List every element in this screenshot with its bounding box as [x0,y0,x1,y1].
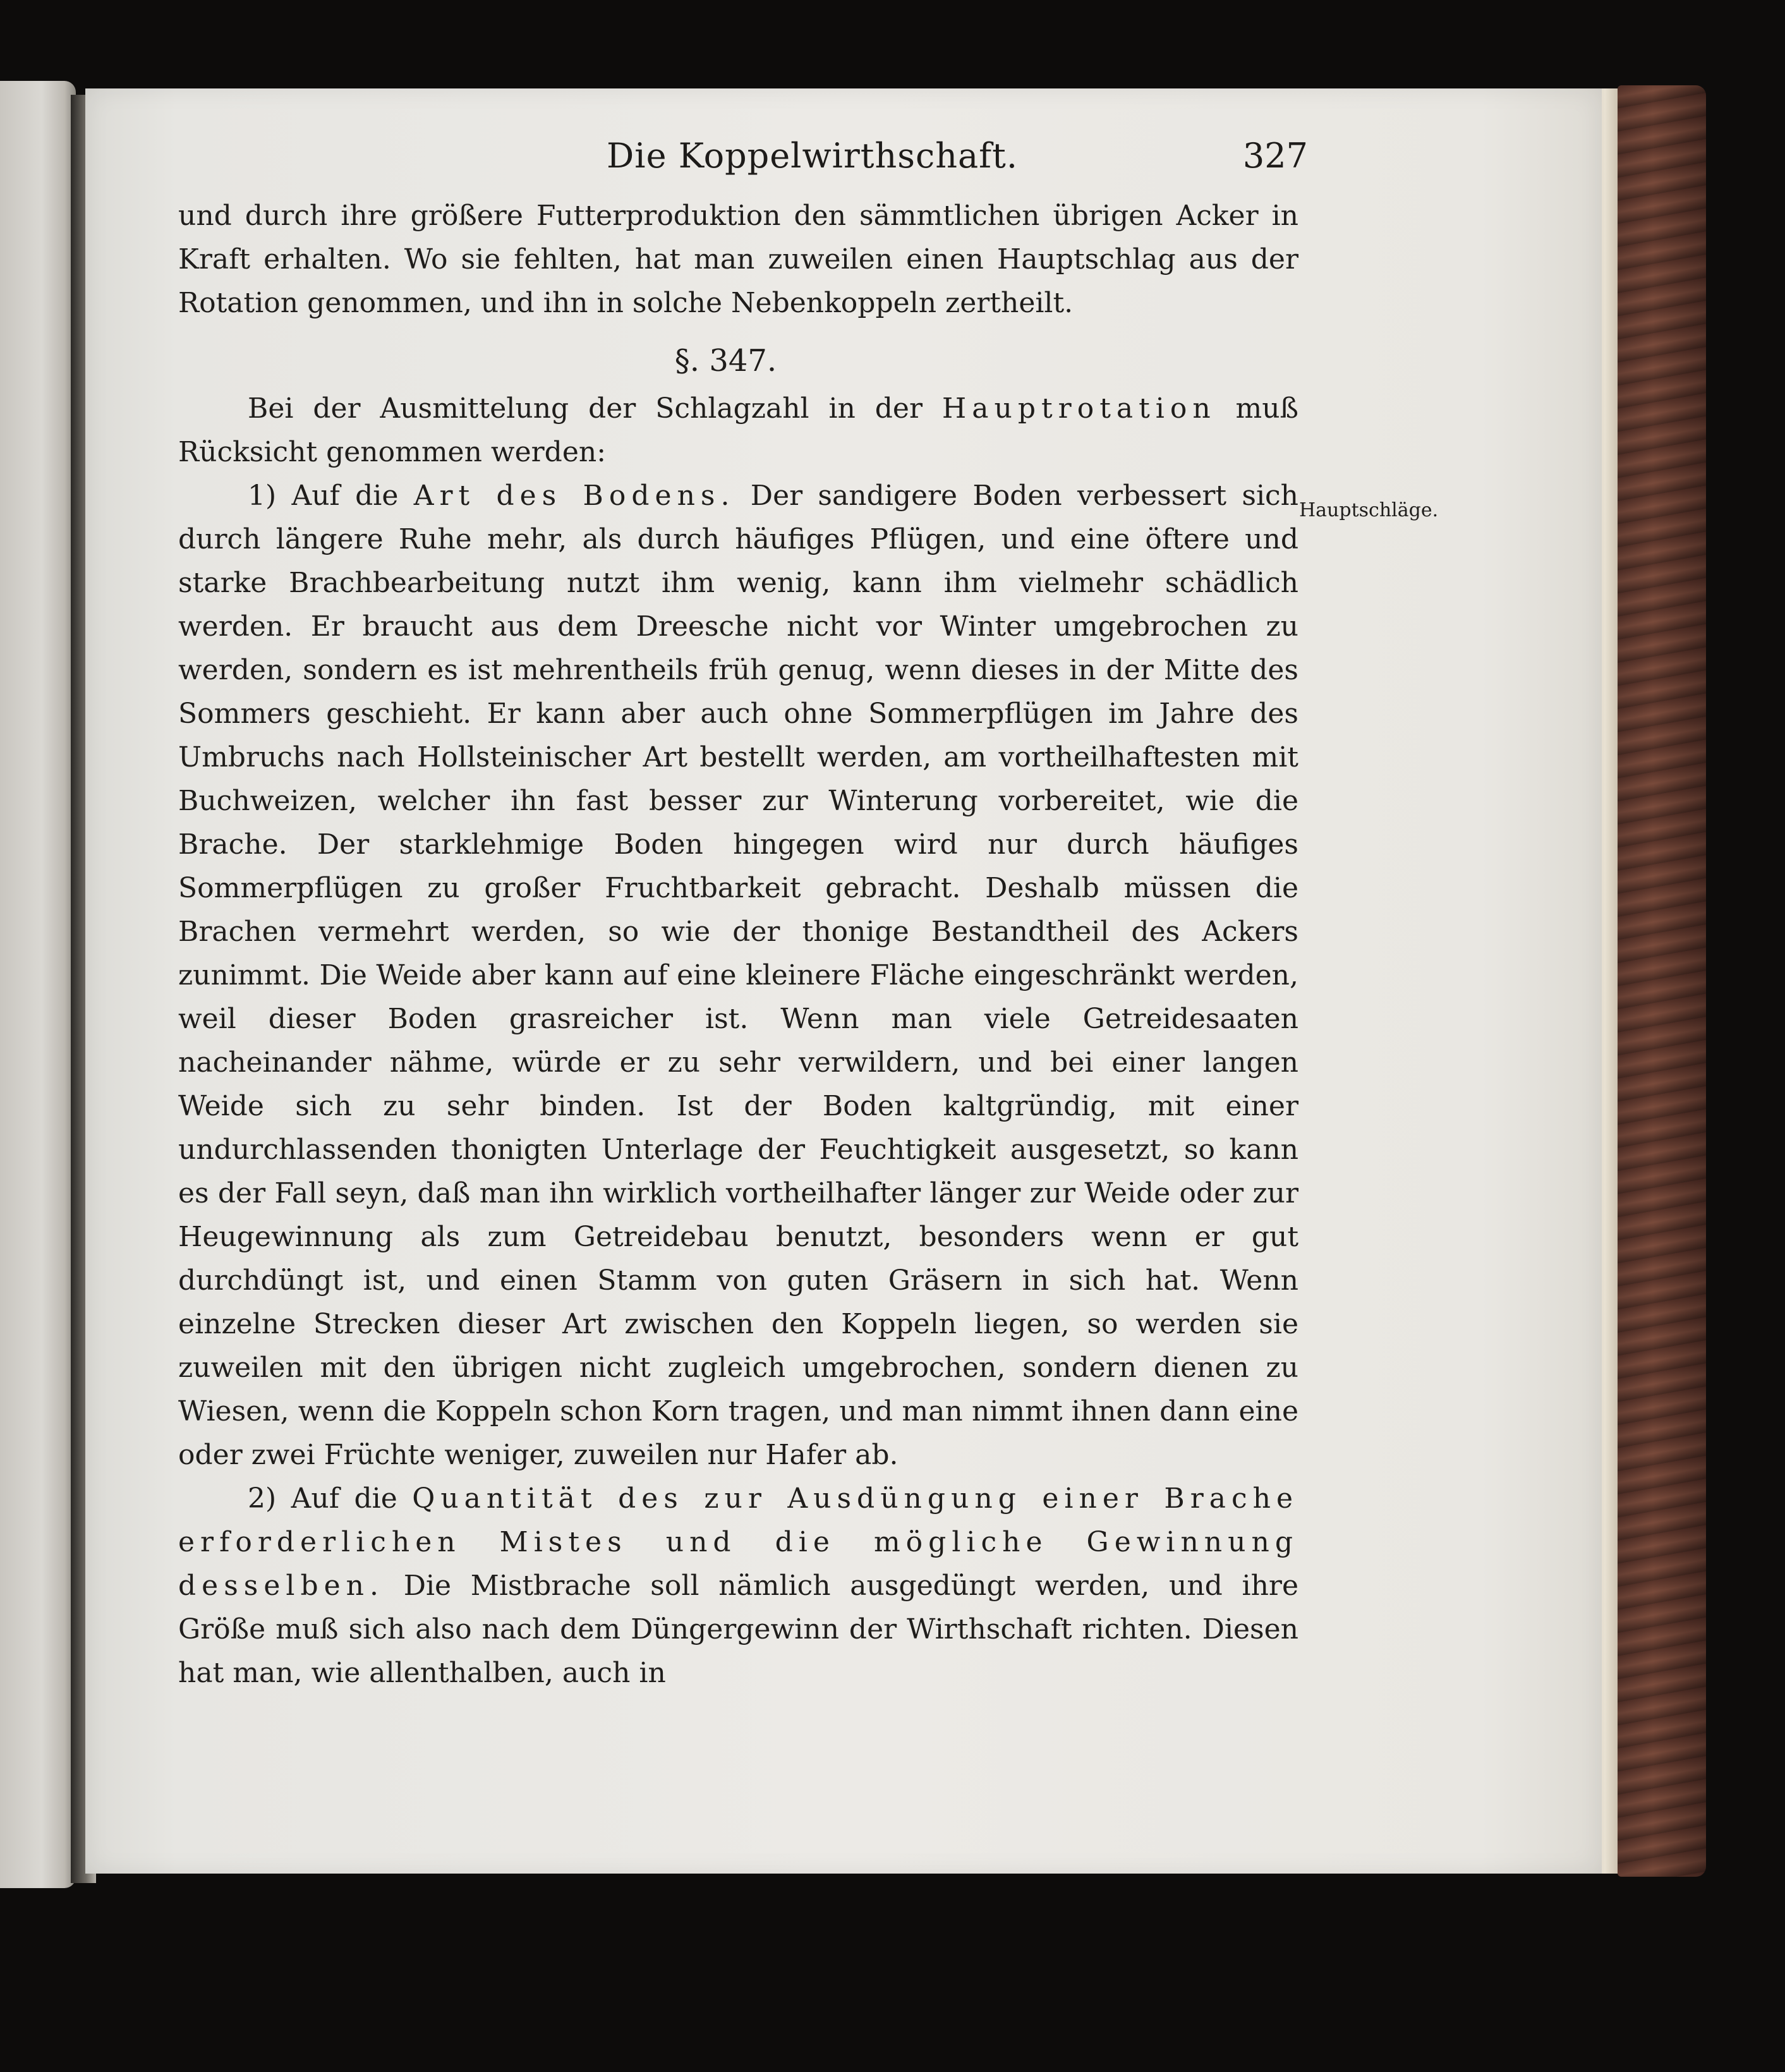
emphasis-art-des-bodens: Art des Bodens. [413,480,735,512]
page-header [177,136,1308,193]
point-1-text: Der sandigere Boden verbessert sich durch längere Ruhe mehr, als durch häufiges Pflügen, und eine öftere und starke Brachbearbeitung nutzt ihm wenig, kann ihm vielmehr schädlich werden. Er braucht aus dem Dreesche nicht vor Winter umgebrochen zu werden, sondern es ist mehrentheils früh genug, wenn dieses in der Mitte des Sommers geschieht. Er kann aber auch ohne Sommerpflügen im Jahre des Umbruchs nach Hollsteinischer Art bestellt werden, am vortheilhaftesten mit Buchweizen, welcher ihn fast besser zur Winterung vorbereitet, wie die Brache. Der starklehmige Boden hingegen wird nur durch häufiges Sommerpflügen zu großer Fruchtbarkeit gebracht. Deshalb müssen die Brachen vermehrt werden, so wie der thonige Bestandtheil des Ackers zunimmt. Die Weide aber kann auf eine kleinere Fläche eingeschränkt werden, weil dieser Boden grasreicher ist. Wenn man viele Getreidesaaten nacheinander nähme, würde er zu sehr verwildern, und bei einer langen Weide sich zu sehr binden. Ist der Boden kaltgründig, mit einer undurchlassenden thonigten Unterlage der Feuchtigkeit ausgesetzt, so kann es der Fall seyn, daß man ihn wirklich vortheilhafter länger zur Weide oder zur Heugewinnung als zum Getreidebau benutzt, besonders wenn er gut durchdüngt ist, und einen Stamm von guten Gräsern in sich hat. Wenn einzelne Strecken dieser Art zwischen den Koppeln liegen, so werden sie zuweilen mit den übrigen nicht zugleich umgebrochen, sondern dienen zu Wiesen, wenn die Koppeln schon Korn tragen, und man nimmt ihnen dann eine oder zwei Früchte weniger, zuweilen nur Hafer ab. [178,480,1299,1471]
left-page-edge [0,81,76,1888]
page-number: 327 [1242,136,1308,176]
emphasis-quantitaet: Quantität des zur Ausdüngung einer Brache erforderlichen Mistes und die mögliche Gewinnung desselben. [178,1482,1298,1602]
marginal-note: Hauptschläge. [1299,499,1439,521]
paragraph-intro [178,387,1298,474]
point-2-text: Die Mistbrache soll nämlich ausgedüngt werden, und ihre Größe muß sich also nach dem Düngergewinn der Wirthschaft richten. Diesen hat man, wie allenthalben, auch in [178,1570,1298,1689]
paragraph-intro-rest: muß Rücksicht genommen werden: [178,392,1299,468]
paragraph-point-1 [178,474,1298,1477]
book-cover-board [1618,85,1706,1877]
paragraph-intro-text: Bei der Ausmittelung der Schlagzahl in der [248,392,942,425]
point-1-lead: 1) Auf die [248,480,414,512]
emphasis-hauptrotation: Hauptrotation [941,392,1216,425]
section-heading: §. 347. [674,343,777,379]
paragraph-continuation: und durch ihre größere Futterproduktion den sämmtlichen übrigen Acker in Kraft erhalten. Wo sie fehlten, hat man zuweilen einen Hauptschlag aus der Rotation genommen, und ihn in solche Nebenkoppeln zertheilt. [178,200,1298,319]
point-2-lead: 2) Auf die [248,1482,413,1515]
running-title: Die Koppelwirthschaft. [607,136,1019,176]
paragraph-point-2 [178,1477,1298,1695]
body-text [178,194,1298,1695]
